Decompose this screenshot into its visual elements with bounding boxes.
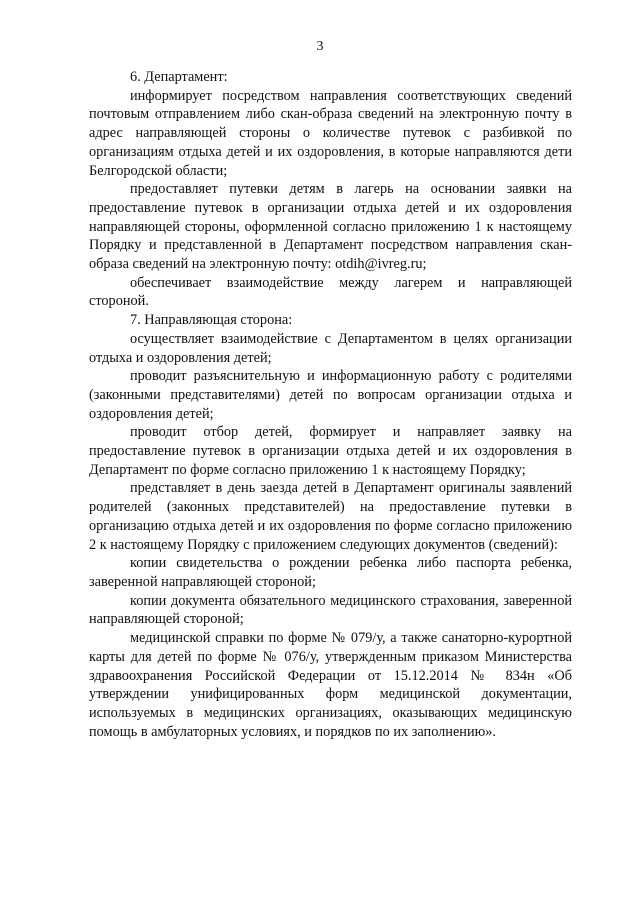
document-body bbox=[89, 68, 572, 741]
paragraph-submits-applications: представляет в день заезда детей в Департамент оригиналы заявлений родителей (законных представителей) на предоставление путевки в организацию отдыха детей и их оздоровления по форме согласно приложению 2 к настоящему Порядку с приложением следующих документов (сведений): bbox=[89, 480, 572, 553]
section-heading-department: 6. Департамент: bbox=[130, 69, 228, 85]
paragraph-insurance-copy: копии документа обязательного медицинского страхования, заверенной направляющей стороной; bbox=[89, 592, 572, 628]
paragraph-medical-certificate: медицинской справки по форме № 079/у, а также санаторно-курортной карты для детей по форме № 076/у, утвержденным приказом Министерства здравоохранения Российской Федерации от 15.12.2014 № 834н «Об утверждении унифицированных форм медицинской документации, используемых в медицинских организациях, оказывающих медицинскую помощь в амбулаторных условиях, и порядков по их заполнению». bbox=[89, 630, 572, 740]
page-number: 3 bbox=[316, 39, 324, 54]
paragraph-selects-children: проводит отбор детей, формирует и направляет заявку на предоставление путевок в организации отдыха детей и их оздоровления в Департамент по форме согласно приложению 1 к настоящему Порядку; bbox=[89, 424, 572, 478]
paragraph-ensures-interaction: обеспечивает взаимодействие между лагерем и направляющей стороной. bbox=[89, 274, 572, 310]
paragraph-informs: информирует посредством направления соответствующих сведений почтовым отправлением либо скан-образа сведений на электронную почту в адрес направляющей стороны о количестве путевок с разбивкой по организациям отдыха детей и их оздоровления, в которые направляются дети Белгородской области; bbox=[89, 87, 572, 179]
section-heading-sending-party: 7. Направляющая сторона: bbox=[130, 312, 293, 329]
paragraph-cooperates: осуществляет взаимодействие с Департаментом в целях организации отдыха и оздоровления детей; bbox=[89, 330, 572, 366]
paragraph-provides-vouchers: предоставляет путевки детям в лагерь на основании заявки на предоставление путевок в организации отдыха детей и их оздоровления направляющей стороны, оформленной согласно приложению 1 к настоящему Порядку и представленной в Департамент посредством направления скан-образа сведений на электронную почту: otdih@ivreg.ru; bbox=[89, 181, 572, 273]
paragraph-birth-certificate-copy: копии свидетельства о рождении ребенка либо паспорта ребенка, заверенной направляющей стороной; bbox=[89, 555, 572, 590]
paragraph-explanatory-work: проводит разъяснительную и информационную работу с родителями (законными представителями) детей по вопросам организации отдыха и оздоровления детей; bbox=[89, 368, 572, 422]
